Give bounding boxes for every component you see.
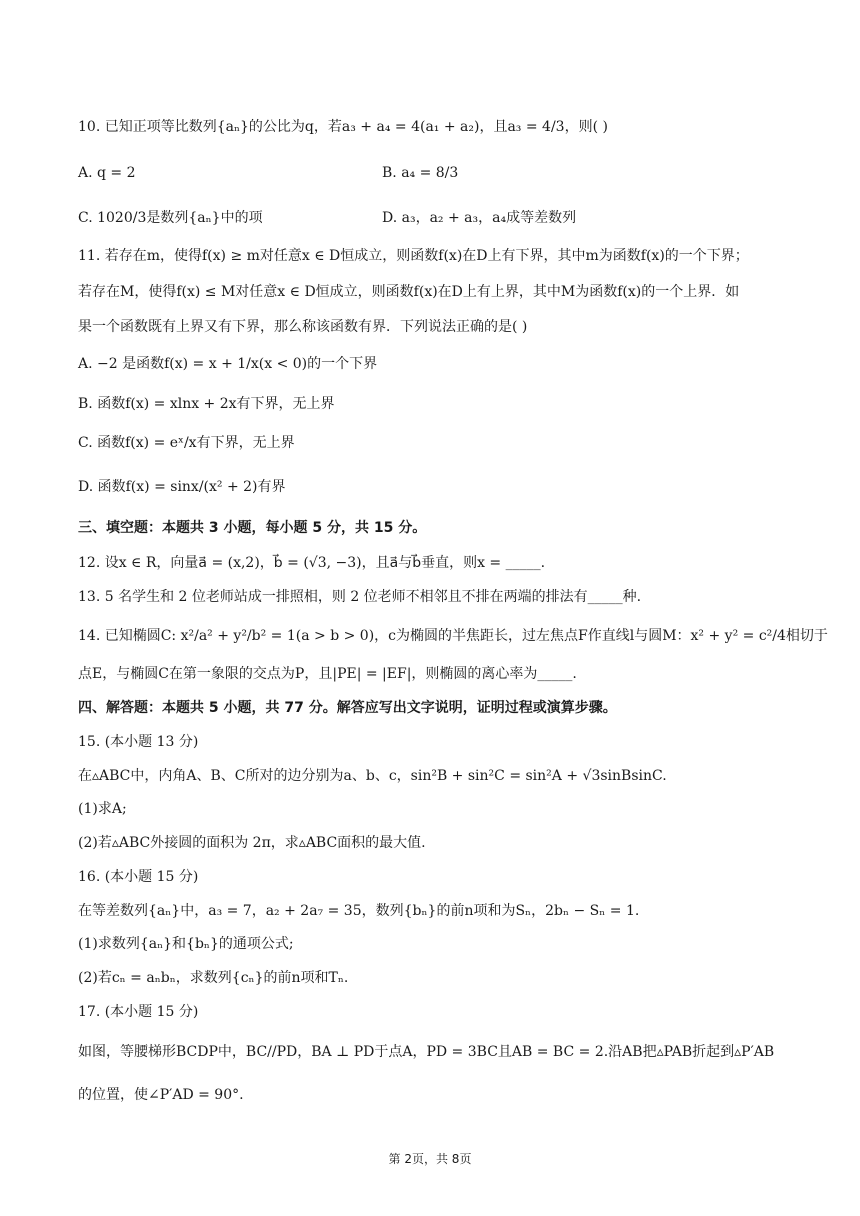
q11-stem-line2: 若存在M，使得f(x) ≤ M对任意x ∈ D恒成立，则函数f(x)在D上有上界，其中M为函数f(x)的一个上界．如 — [78, 284, 740, 300]
q15-head: 15. (本小题 13 分) — [78, 734, 199, 750]
q17-head: 17. (本小题 15 分) — [78, 1004, 199, 1020]
q17-line2: 的位置，使∠P′AD = 90°. — [78, 1087, 244, 1103]
q11-option-d: D. 函数f(x) = sinx/(x² + 2)有界 — [78, 479, 286, 495]
q15-body: 在▵ABC中，内角A、B、C所对的边分别为a、b、c，sin²B + sin²C = sin²A + √3sinBsinC. — [78, 768, 667, 784]
q11-stem-line3: 果一个函数既有上界又有下界，那么称该函数有界．下列说法正确的是( ) — [78, 319, 528, 335]
q11-option-a: A. −2 是函数f(x) = x + 1/x(x < 0)的一个下界 — [78, 356, 378, 372]
q17-line1: 如图，等腰梯形BCDP中，BC//PD，BA ⊥ PD于点A，PD = 3BC且AB = BC = 2.沿AB把▵PAB折起到▵P′AB — [78, 1044, 775, 1060]
section-fill-in-blank: 三、填空题：本题共 3 小题，每小题 5 分，共 15 分。 — [78, 520, 427, 536]
q11-stem-line1: 11. 若存在m，使得f(x) ≥ m对任意x ∈ D恒成立，则函数f(x)在D上有下界，其中m为函数f(x)的一个下界； — [78, 248, 749, 264]
q16-head: 16. (本小题 15 分) — [78, 869, 199, 885]
q14-line2: 点E，与椭圆C在第一象限的交点为P，且|PE| = |EF|，则椭圆的离心率为_____. — [78, 666, 577, 682]
q15-part2: (2)若▵ABC外接圆的面积为 2π，求▵ABC面积的最大值. — [78, 835, 426, 851]
q16-part2: (2)若cₙ = aₙbₙ，求数列{cₙ}的前n项和Tₙ. — [78, 970, 349, 986]
q13: 13. 5 名学生和 2 位老师站成一排照相，则 2 位老师不相邻且不排在两端的排法有_____种. — [78, 589, 642, 605]
q16-body: 在等差数列{aₙ}中，a₃ = 7，a₂ + 2a₇ = 35，数列{bₙ}的前n项和为Sₙ，2bₙ − Sₙ = 1. — [78, 903, 640, 919]
q12: 12. 设x ∈ R，向量a⃗ = (x,2)，b⃗ = (√3, −3)，且a⃗与b⃗垂直，则x = _____. — [78, 555, 546, 571]
q10-option-d: D. a₃，a₂ + a₃，a₄成等差数列 — [382, 210, 577, 226]
q11-option-c: C. 函数f(x) = eˣ/x有下界，无上界 — [78, 435, 295, 451]
q10-option-c: C. 1020/3是数列{aₙ}中的项 — [78, 210, 263, 226]
q10-option-a: A. q = 2 — [78, 165, 136, 181]
q15-part1: (1)求A; — [78, 801, 127, 817]
q10-option-b: B. a₄ = 8/3 — [382, 165, 459, 181]
q11-option-b: B. 函数f(x) = xlnx + 2x有下界，无上界 — [78, 396, 335, 412]
page-footer: 第 2页，共 8页 — [388, 1152, 472, 1166]
q14-line1: 14. 已知椭圆C: x²/a² + y²/b² = 1(a > b > 0)，c为椭圆的半焦距长，过左焦点F作直线l与圆M：x² + y² = c²/4相切于 — [78, 628, 828, 644]
section-answer: 四、解答题：本题共 5 小题，共 77 分。解答应写出文字说明，证明过程或演算步骤。 — [78, 700, 617, 716]
q16-part1: (1)求数列{aₙ}和{bₙ}的通项公式; — [78, 936, 294, 952]
q10-stem: 10. 已知正项等比数列{aₙ}的公比为q，若a₃ + a₄ = 4(a₁ + a₂)，且a₃ = 4/3，则( ) — [78, 119, 608, 135]
